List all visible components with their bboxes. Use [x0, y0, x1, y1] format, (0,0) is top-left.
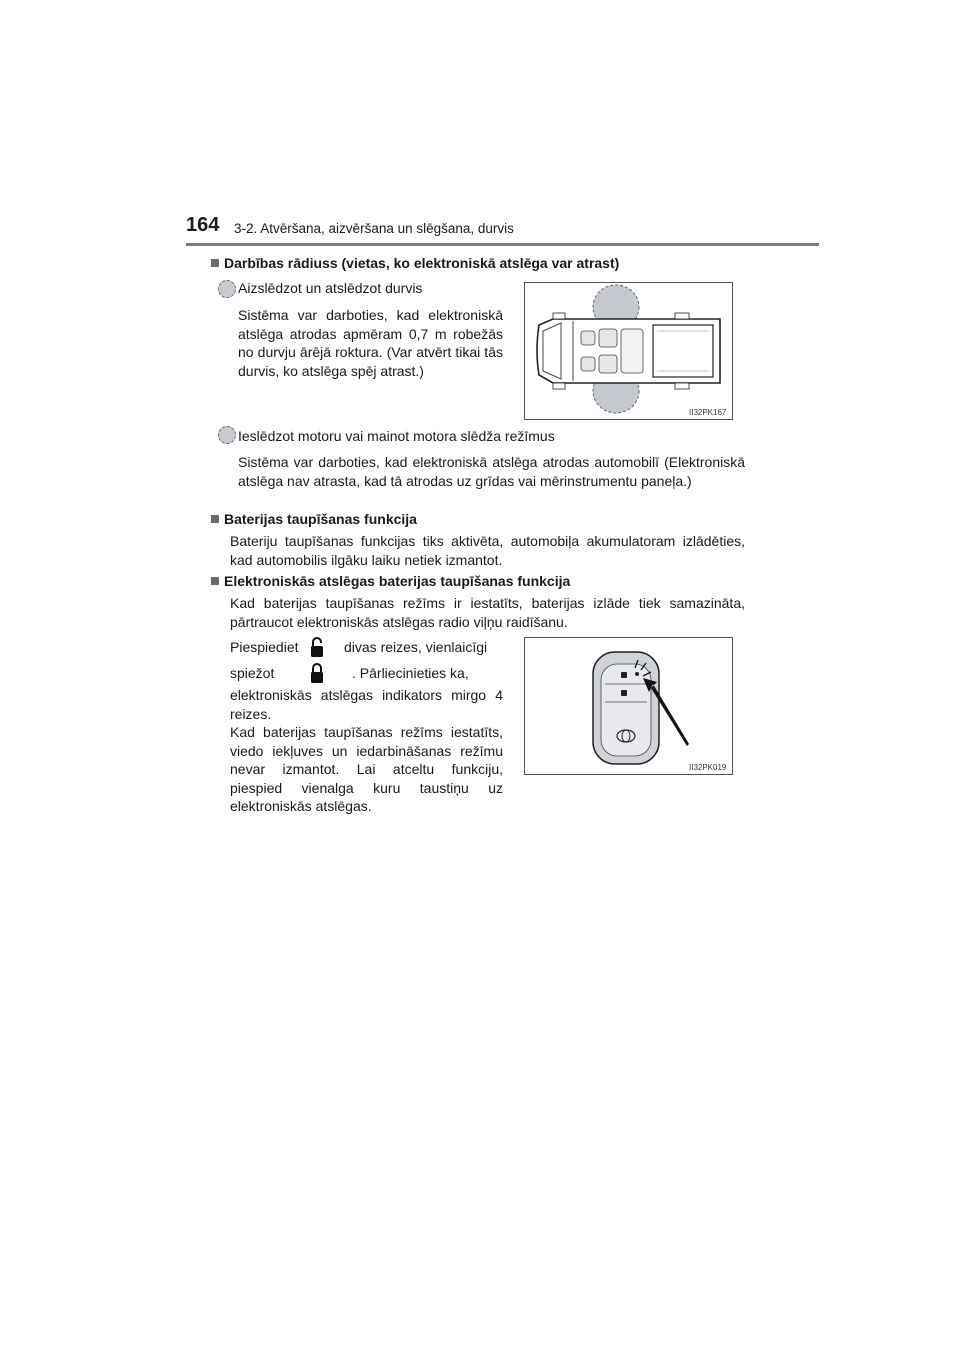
item2-title: Ieslēdzot motoru vai mainot motora slēdža režīmus	[238, 428, 555, 444]
header-divider	[186, 243, 819, 246]
figure1-code: II32PK167	[689, 408, 727, 417]
instruction-line2a: spiežot	[230, 665, 275, 681]
figure2-code: II32PK019	[689, 763, 727, 772]
bullet-square-icon	[211, 577, 219, 585]
battery-saving-heading-text: Baterijas taupīšanas funkcija	[224, 511, 417, 527]
range-marker-icon	[218, 280, 236, 298]
key-battery-heading-text: Elektroniskās atslēgas baterijas taupīšanas funkcija	[224, 573, 571, 589]
page-number: 164	[186, 214, 220, 236]
key-battery-body: Kad baterijas taupīšanas režīms ir iestatīts, baterijas izlāde tiek samazināta, pārtraucot elektroniskās atslēgas radio viļņu raidīšanu.	[230, 595, 745, 630]
vehicle-range-figure	[524, 282, 733, 420]
range-heading-text: Darbības rādiuss (vietas, ko elektroniskā atslēga var atrast)	[224, 255, 620, 271]
unlock-icon	[310, 636, 324, 663]
bullet-square-icon	[211, 259, 219, 267]
instruction-line1a: Piespiediet	[230, 639, 299, 655]
lock-icon	[310, 662, 324, 689]
key-fob-figure	[524, 637, 733, 775]
instruction-line1b: divas reizes, vienlaicīgi	[344, 639, 488, 655]
instruction-rest: elektroniskās atslēgas indikators mirgo 4 reizes. Kad baterijas taupīšanas režīms iestatīts, viedo iekļuves un iedarbināšanas režīmu nevar izmantot. Lai atceltu funkciju, piespied vienalga kuru taustiņu uz elektroniskās atslēgas.	[230, 687, 503, 814]
vehicle-topview-illustration	[525, 283, 732, 419]
battery-saving-heading	[211, 511, 771, 527]
section-title: 3-2. Atvēršana, aizvēršana un slēgšana, durvis	[234, 221, 514, 236]
bullet-square-icon	[211, 515, 219, 523]
item1-title: Aizslēdzot un atslēdzot durvis	[238, 280, 423, 296]
range-heading	[211, 255, 771, 271]
battery-saving-body: Bateriju taupīšanas funkcijas tiks aktivēta, automobiļa akumulatoram izlādēties, kad automobilis ilgāku laiku netiek izmantot.	[230, 533, 745, 568]
item2-body: Sistēma var darboties, kad elektroniskā atslēga atrodas automobilī (Elektroniskā atslēga nav atrasta, kad tā atrodas uz grīdas vai mērinstrumentu paneļa.)	[238, 454, 745, 489]
key-fob-illustration	[525, 638, 732, 774]
instruction-line2b: . Pārliecinieties ka,	[352, 665, 469, 681]
key-battery-heading	[211, 573, 771, 589]
range-marker-icon	[218, 426, 236, 444]
item1-body: Sistēma var darboties, kad elektroniskā atslēga atrodas apmēram 0,7 m robežās no durvju ārējā roktura. (Var atvērt tikai tās durvis, ko atslēga spēj atrast.)	[238, 307, 503, 379]
